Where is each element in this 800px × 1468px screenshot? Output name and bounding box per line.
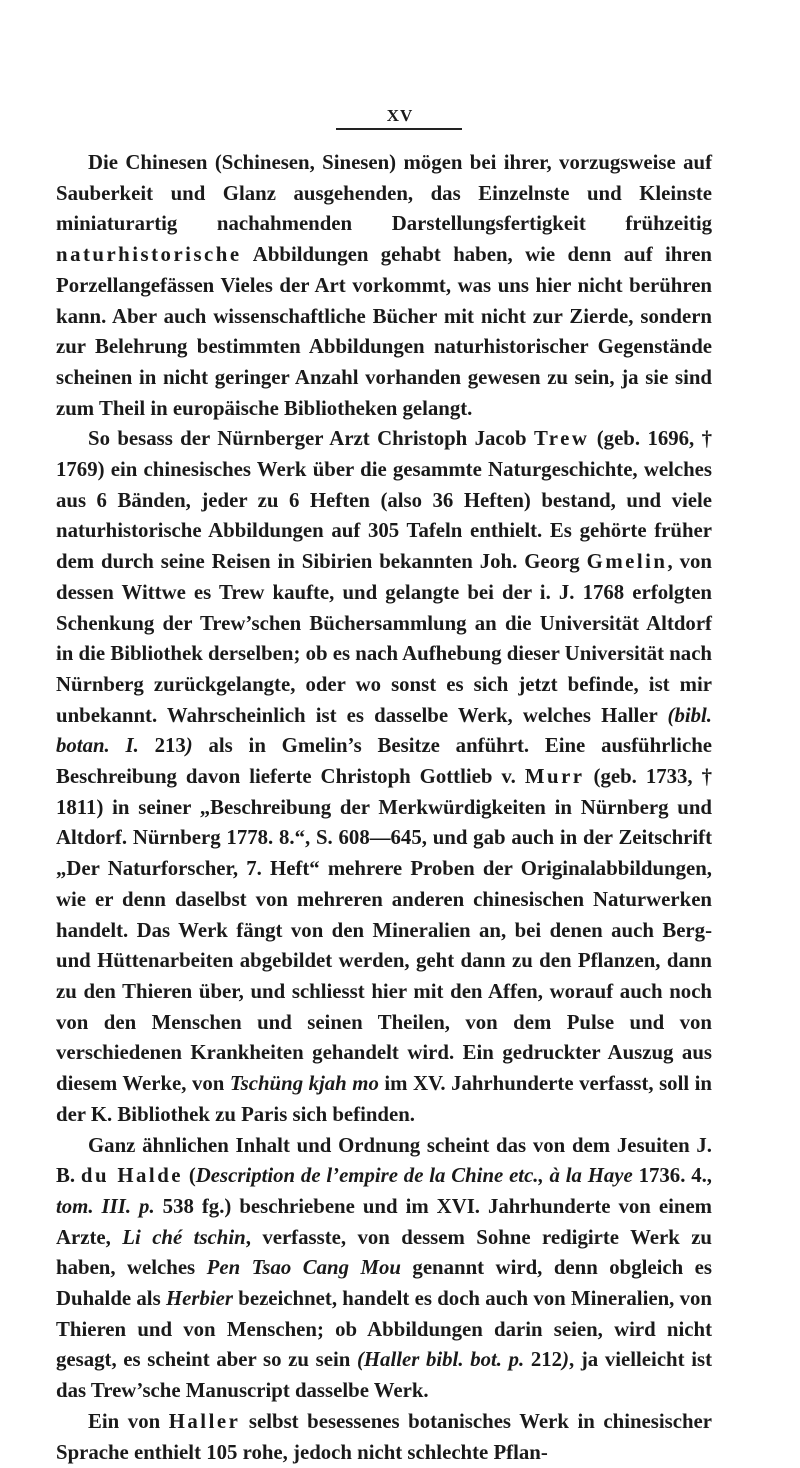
italic-text: ) (185, 734, 193, 758)
spaced-name: du Halde (80, 1164, 183, 1188)
text-run: 212 (524, 1348, 563, 1372)
italic-text: ) (562, 1348, 570, 1372)
italic-text: Tschüng kjah mo (229, 1072, 379, 1096)
paragraph (56, 148, 712, 424)
italic-text: Pen Tsao Cang Mou (206, 1256, 401, 1280)
paragraph (56, 424, 712, 1130)
text-run: als in Gmelin’s Besitze anführt. Eine ausführliche Beschreibung davon lieferte Christoph Gottlieb v. (56, 734, 712, 789)
text-run: , ja vielleicht ist das Trew’sche Manuscript dasselbe Werk. (56, 1348, 712, 1403)
header-rule (336, 128, 462, 130)
text-run: (geb. 1696, † 1769) ein chinesisches Werk über die gesammte Naturgeschichte, welches aus 6 Bänden, jeder zu 6 Heften (also 36 Heften) bestand, und viele naturhistorische Abbildungen auf 305 Tafeln enthielt. Es gehörte früher dem durch seine Reisen in Sibirien bekannten Joh. Georg (56, 427, 713, 574)
italic-text: Herbier (165, 1287, 233, 1311)
text-run: selbst besessenes botanisches Werk in chinesischer Sprache enthielt 105 rohe, jedoch nicht schlechte Pflan- (56, 1409, 712, 1464)
paragraph (56, 1131, 712, 1407)
spaced-name: Murr (524, 765, 585, 789)
spaced-name: naturhistorische (56, 243, 242, 267)
spaced-name: Trew (533, 427, 590, 451)
spaced-name: Gmelin (586, 550, 668, 574)
text-run: bezeichnet, handelt es doch auch von Mineralien, von Thieren und von Menschen; ob Abbildungen darin seien, wird nicht gesagt, es scheint aber so zu sein (56, 1287, 712, 1372)
text-run: , von dessen Wittwe es Trew kaufte, und gelangte bei der i. J. 1768 erfolgten Schenkung der Trew’schen Büchersammlung an die Universität Altdorf in die Bibliothek derselben; ob es nach Aufhebung dieser Universität nach Nürnberg zurückgelangte, oder wo sonst es sich jetzt befinde, ist mir unbekannt. Wahrscheinlich ist es dasselbe Werk, welches Haller (56, 550, 713, 727)
italic-text: Li ché tschin (122, 1225, 246, 1249)
italic-text: (Haller bibl. bot. p. (356, 1348, 525, 1372)
text-run: 1736. 4., (632, 1164, 713, 1188)
text-run: Ganz ähnlichen Inhalt und Ordnung scheint das von dem Jesuiten J. B. (56, 1133, 712, 1188)
text-run: im XV. Jahrhunderte verfasst, soll in der K. Bibliothek zu Paris sich befinden. (56, 1072, 712, 1126)
text-run: Die Chinesen (Schinesen, Sinesen) mögen bei ihrer, vorzugsweise auf Sauberkeit und Glanz ausgehenden, das Einzelnste und Kleinste miniaturartig nachahmenden Darstellungsfertigkeit frühzeitig (56, 151, 712, 236)
text-run: ( (183, 1164, 196, 1188)
text-run: Ein von (88, 1409, 169, 1433)
spaced-name: Haller (168, 1409, 241, 1433)
text-run: 213 (138, 734, 186, 758)
text-run: , verfasste, von dessem Sohne redigirte Werk zu haben, welches (56, 1225, 713, 1280)
text-run: Abbildungen gehabt haben, wie denn auf ihren Porzellangefässen Vieles der Art vorkommt, was uns hier nicht berühren kann. Aber auch wissenschaftliche Bücher mit nicht zur Zierde, sondern zur Belehrung bestimmten Abbildungen naturhistorischer Gegenstände scheinen in nicht geringer Anzahl vorhanden gewesen zu sein, ja sie sind zum Theil in europäische Bibliotheken gelangt. (56, 243, 712, 420)
italic-text: (bibl. botan. I. (56, 703, 712, 758)
italic-text: Description de l’empire de la Chine etc., à la Haye (195, 1164, 633, 1188)
text-run: So besass der Nürnberger Arzt Christoph Jacob (88, 427, 534, 451)
text-run: genannt wird, denn obgleich es Duhalde als (56, 1256, 712, 1311)
italic-text: tom. III. p. (56, 1194, 155, 1218)
paragraph (56, 1407, 712, 1468)
page-number: XV (386, 106, 414, 125)
text-run: (geb. 1733, † 1811) in seiner „Beschreibung der Merkwürdigkeiten in Nürnberg und Altdorf. Nürnberg 1778. 8.“, S. 608—645, und gab auch in der Zeitschrift „Der Naturforscher, 7. Heft“ mehrere Proben der Originalabbildungen, wie er denn daselbst von mehreren anderen chinesischen Naturwerken handelt. Das Werk fängt von den Mineralien an, bei denen auch Berg- und Hüttenarbeiten abgebildet werden, geht dann zu den Pflanzen, dann zu den Thieren über, und schliesst hier mit den Affen, worauf auch noch von den Menschen und seinen Theilen, von dem Pulse und von verschiedenen Krankheiten gehandelt wird. Ein gedruckter Auszug aus diesem Werke, von (56, 765, 712, 1096)
text-run: 538 fg.) beschriebene und im XVI. Jahrhunderte von einem Arzte, (56, 1194, 713, 1249)
body-text (56, 148, 712, 1468)
